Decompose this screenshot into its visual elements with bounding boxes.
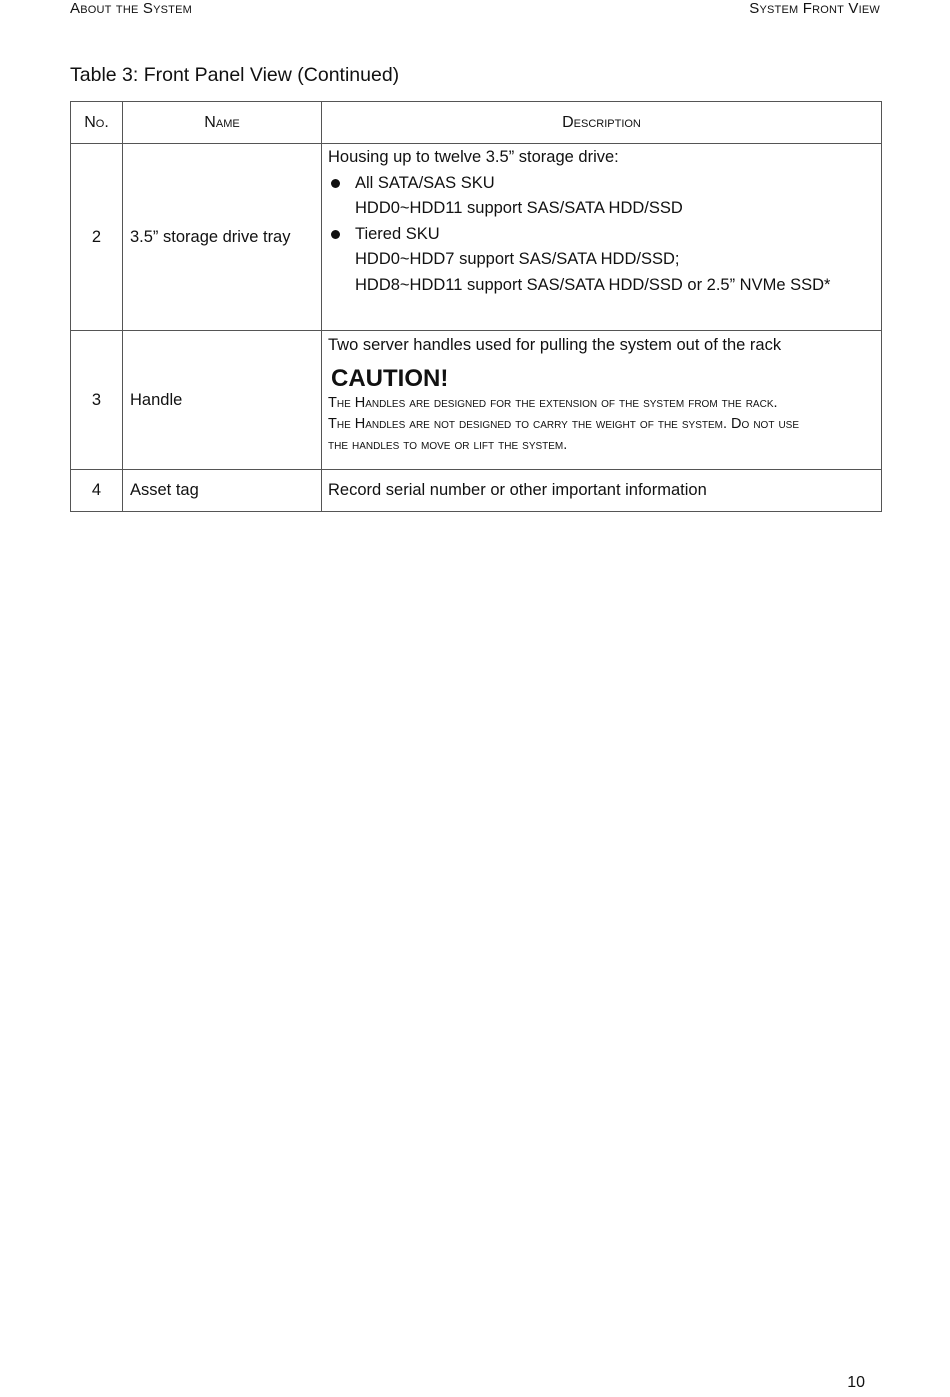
row-name: Handle (123, 331, 322, 470)
bullet-icon (331, 179, 340, 188)
table-row (71, 331, 882, 470)
page-number: 10 (847, 1374, 865, 1391)
row-number: 3 (71, 331, 123, 470)
list-item (328, 171, 875, 197)
front-panel-table (70, 101, 882, 512)
row-description: Record serial number or other important information (322, 470, 882, 512)
table-row (71, 470, 882, 512)
caution-text-line: The Handles are designed for the extension of the system from the rack. (328, 394, 778, 411)
column-header-name: Name (123, 102, 322, 144)
table-caption: Table 3: Front Panel View (Continued) (70, 64, 400, 86)
list-item-detail: HDD0~HDD11 support SAS/SATA HDD/SSD (355, 199, 683, 217)
row-name: Asset tag (123, 470, 322, 512)
row-description (322, 144, 882, 331)
list-item-label: All SATA/SAS SKU (355, 173, 495, 192)
description-intro: Housing up to twelve 3.5” storage drive: (328, 148, 619, 166)
caution-heading: CAUTION! (331, 364, 449, 392)
table-header-row (71, 102, 882, 144)
row-name: 3.5” storage drive tray (123, 144, 322, 331)
list-item-label: Tiered SKU (355, 224, 440, 243)
list-item (328, 222, 875, 248)
row-description (322, 331, 882, 470)
row-number: 4 (71, 470, 123, 512)
row-number: 2 (71, 144, 123, 331)
column-header-description: Description (322, 102, 882, 144)
column-header-no: No. (71, 102, 123, 144)
description-text: Two server handles used for pulling the system out of the rack (328, 336, 782, 354)
running-header-right: System Front View (749, 0, 880, 17)
bullet-icon (331, 230, 340, 239)
caution-text-line: The Handles are not designed to carry the weight of the system. Do not use (328, 415, 800, 432)
running-header-left: About the System (70, 0, 192, 17)
caution-text-line: the handles to move or lift the system. (328, 436, 568, 453)
table-row (71, 144, 882, 331)
list-item-detail: HDD8~HDD11 support SAS/SATA HDD/SSD or 2.5” NVMe SSD* (355, 275, 831, 294)
list-item-detail: HDD0~HDD7 support SAS/SATA HDD/SSD; (355, 250, 680, 268)
